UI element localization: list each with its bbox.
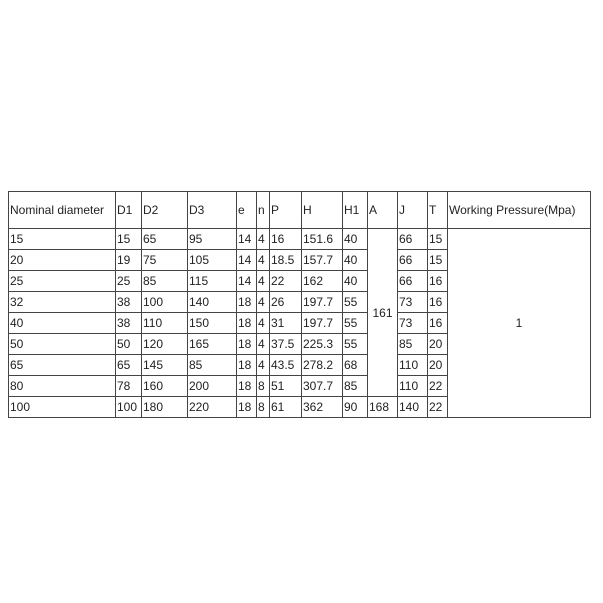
cell-n: 4 bbox=[257, 334, 270, 355]
cell-j: 85 bbox=[398, 334, 428, 355]
cell-h: 157.7 bbox=[302, 250, 343, 271]
cell-n: 8 bbox=[257, 397, 270, 418]
cell-n: 4 bbox=[257, 229, 270, 250]
cell-p: 22 bbox=[270, 271, 302, 292]
spec-table bbox=[8, 191, 591, 418]
cell-h: 362 bbox=[302, 397, 343, 418]
cell-p: 61 bbox=[270, 397, 302, 418]
cell-t: 20 bbox=[428, 334, 448, 355]
cell-t: 22 bbox=[428, 376, 448, 397]
cell-j: 73 bbox=[398, 292, 428, 313]
cell-d3: 150 bbox=[188, 313, 237, 334]
cell-e: 18 bbox=[237, 376, 257, 397]
cell-e: 18 bbox=[237, 334, 257, 355]
cell-h1: 90 bbox=[343, 397, 368, 418]
cell-j: 66 bbox=[398, 271, 428, 292]
cell-t: 15 bbox=[428, 250, 448, 271]
cell-n: 4 bbox=[257, 250, 270, 271]
cell-d3: 220 bbox=[188, 397, 237, 418]
cell-e: 14 bbox=[237, 250, 257, 271]
cell-nominal: 80 bbox=[9, 376, 116, 397]
cell-d3: 95 bbox=[188, 229, 237, 250]
cell-nominal: 65 bbox=[9, 355, 116, 376]
cell-h1: 40 bbox=[343, 250, 368, 271]
cell-h: 307.7 bbox=[302, 376, 343, 397]
cell-e: 18 bbox=[237, 355, 257, 376]
cell-t: 16 bbox=[428, 292, 448, 313]
cell-a: 168 bbox=[368, 397, 398, 418]
cell-d3: 140 bbox=[188, 292, 237, 313]
cell-h1: 55 bbox=[343, 313, 368, 334]
header-a: A bbox=[368, 192, 398, 229]
cell-nominal: 50 bbox=[9, 334, 116, 355]
cell-j: 66 bbox=[398, 229, 428, 250]
cell-working-pressure: 1 bbox=[448, 229, 591, 418]
cell-nominal: 25 bbox=[9, 271, 116, 292]
cell-p: 43.5 bbox=[270, 355, 302, 376]
cell-h: 197.7 bbox=[302, 313, 343, 334]
cell-d1: 50 bbox=[116, 334, 142, 355]
spec-table-container bbox=[8, 191, 590, 418]
cell-a-merged: 161 bbox=[368, 229, 398, 397]
header-p: P bbox=[270, 192, 302, 229]
cell-nominal: 32 bbox=[9, 292, 116, 313]
cell-nominal: 15 bbox=[9, 229, 116, 250]
header-nominal-diameter: Nominal diameter bbox=[9, 192, 116, 229]
cell-nominal: 20 bbox=[9, 250, 116, 271]
cell-d1: 38 bbox=[116, 292, 142, 313]
cell-e: 14 bbox=[237, 271, 257, 292]
header-row bbox=[9, 192, 591, 229]
cell-d3: 165 bbox=[188, 334, 237, 355]
cell-n: 4 bbox=[257, 292, 270, 313]
cell-d1: 78 bbox=[116, 376, 142, 397]
cell-p: 51 bbox=[270, 376, 302, 397]
header-working-pressure: Working Pressure(Mpa) bbox=[448, 192, 591, 229]
cell-d1: 15 bbox=[116, 229, 142, 250]
cell-t: 16 bbox=[428, 313, 448, 334]
cell-d2: 145 bbox=[142, 355, 188, 376]
header-d1: D1 bbox=[116, 192, 142, 229]
cell-h: 278.2 bbox=[302, 355, 343, 376]
header-j: J bbox=[398, 192, 428, 229]
cell-d3: 200 bbox=[188, 376, 237, 397]
header-h: H bbox=[302, 192, 343, 229]
cell-d1: 19 bbox=[116, 250, 142, 271]
cell-h1: 55 bbox=[343, 292, 368, 313]
cell-j: 73 bbox=[398, 313, 428, 334]
header-h1: H1 bbox=[343, 192, 368, 229]
cell-nominal: 100 bbox=[9, 397, 116, 418]
cell-e: 18 bbox=[237, 397, 257, 418]
header-t: T bbox=[428, 192, 448, 229]
cell-d2: 180 bbox=[142, 397, 188, 418]
cell-h1: 85 bbox=[343, 376, 368, 397]
cell-h: 225.3 bbox=[302, 334, 343, 355]
header-n: n bbox=[257, 192, 270, 229]
cell-h1: 68 bbox=[343, 355, 368, 376]
cell-d1: 65 bbox=[116, 355, 142, 376]
cell-n: 8 bbox=[257, 376, 270, 397]
cell-t: 20 bbox=[428, 355, 448, 376]
cell-p: 18.5 bbox=[270, 250, 302, 271]
header-d3: D3 bbox=[188, 192, 237, 229]
cell-p: 26 bbox=[270, 292, 302, 313]
cell-d1: 100 bbox=[116, 397, 142, 418]
cell-d3: 115 bbox=[188, 271, 237, 292]
cell-nominal: 40 bbox=[9, 313, 116, 334]
cell-e: 18 bbox=[237, 313, 257, 334]
header-d2: D2 bbox=[142, 192, 188, 229]
cell-j: 66 bbox=[398, 250, 428, 271]
cell-e: 14 bbox=[237, 229, 257, 250]
cell-h1: 40 bbox=[343, 271, 368, 292]
cell-h: 151.6 bbox=[302, 229, 343, 250]
cell-d1: 25 bbox=[116, 271, 142, 292]
cell-t: 16 bbox=[428, 271, 448, 292]
cell-n: 4 bbox=[257, 271, 270, 292]
cell-p: 37.5 bbox=[270, 334, 302, 355]
cell-d2: 100 bbox=[142, 292, 188, 313]
cell-d2: 75 bbox=[142, 250, 188, 271]
cell-t: 15 bbox=[428, 229, 448, 250]
cell-d2: 65 bbox=[142, 229, 188, 250]
cell-p: 31 bbox=[270, 313, 302, 334]
cell-d3: 85 bbox=[188, 355, 237, 376]
cell-d2: 85 bbox=[142, 271, 188, 292]
cell-j: 110 bbox=[398, 376, 428, 397]
cell-n: 4 bbox=[257, 313, 270, 334]
header-e: e bbox=[237, 192, 257, 229]
cell-j: 110 bbox=[398, 355, 428, 376]
cell-h: 162 bbox=[302, 271, 343, 292]
cell-j: 140 bbox=[398, 397, 428, 418]
cell-t: 22 bbox=[428, 397, 448, 418]
table-row bbox=[9, 229, 591, 250]
cell-h: 197.7 bbox=[302, 292, 343, 313]
cell-e: 18 bbox=[237, 292, 257, 313]
cell-h1: 40 bbox=[343, 229, 368, 250]
cell-d1: 38 bbox=[116, 313, 142, 334]
cell-n: 4 bbox=[257, 355, 270, 376]
cell-d2: 110 bbox=[142, 313, 188, 334]
cell-d2: 120 bbox=[142, 334, 188, 355]
cell-p: 16 bbox=[270, 229, 302, 250]
cell-d3: 105 bbox=[188, 250, 237, 271]
cell-d2: 160 bbox=[142, 376, 188, 397]
cell-h1: 55 bbox=[343, 334, 368, 355]
